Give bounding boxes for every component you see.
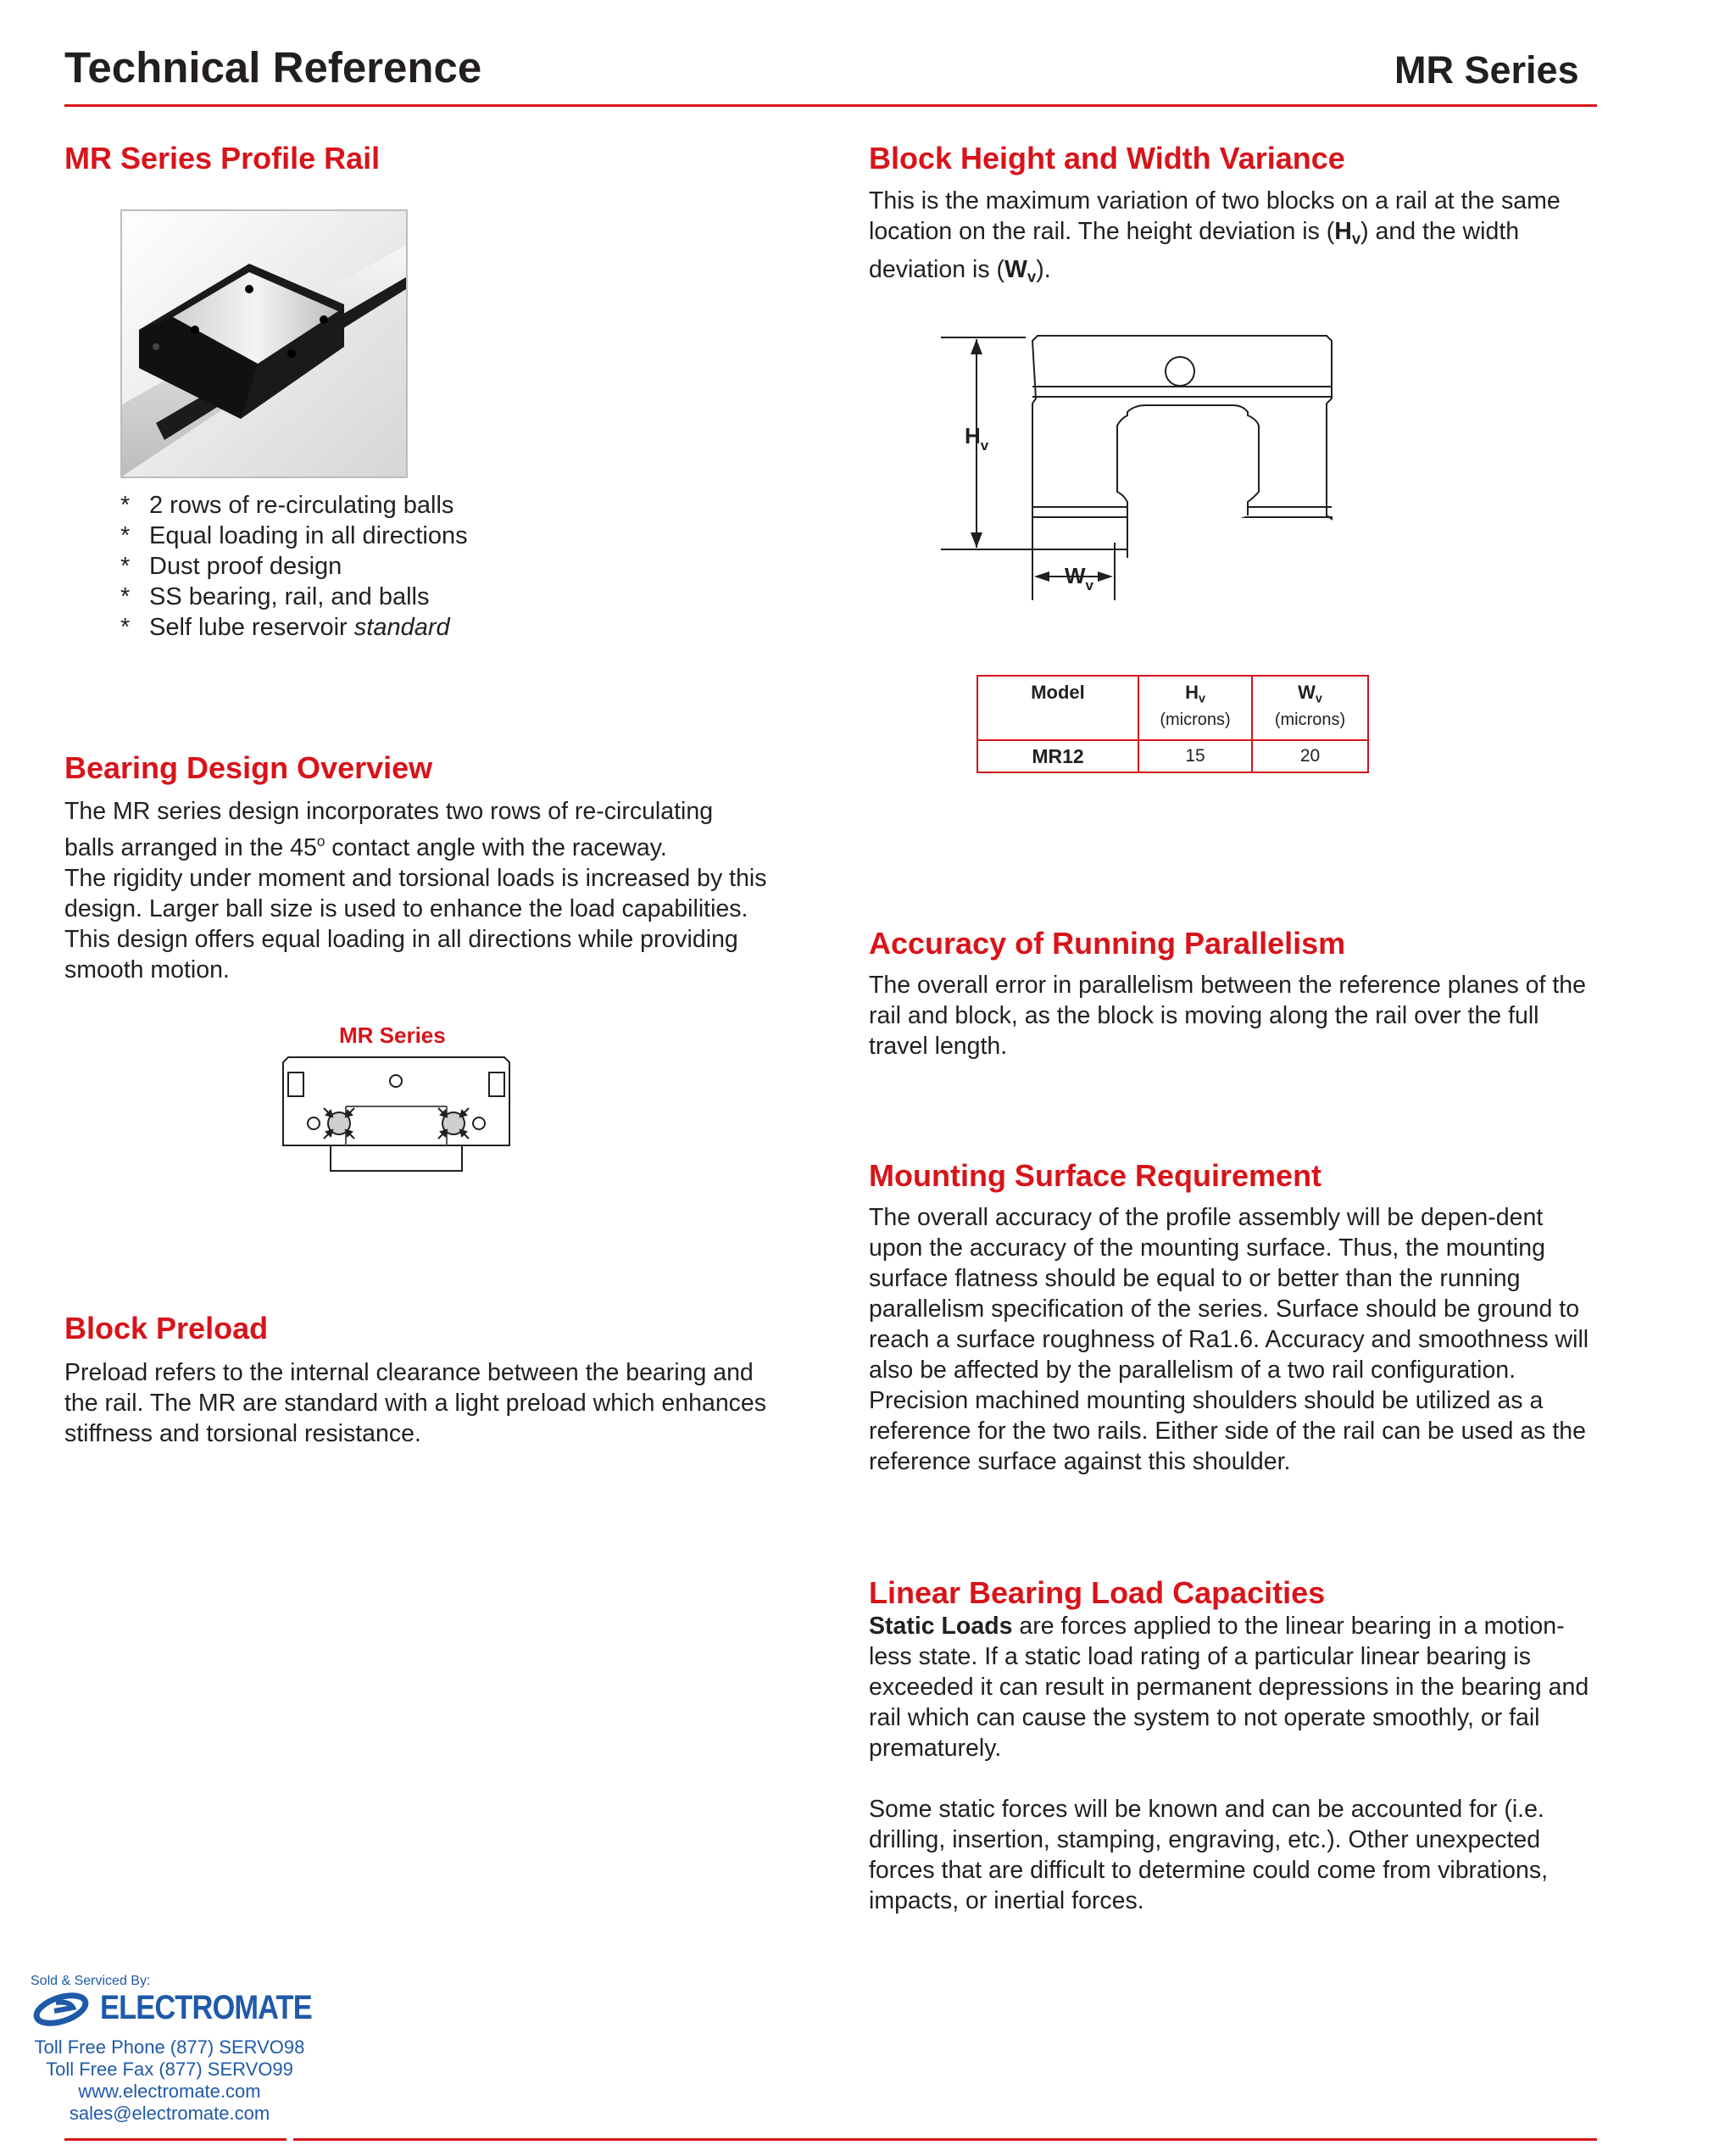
list-item bbox=[120, 521, 468, 551]
table-cell-hv: 15 bbox=[1138, 740, 1252, 772]
list-item bbox=[120, 612, 468, 643]
variance-table bbox=[976, 675, 1369, 773]
phone-line: Toll Free Phone (877) SERVO98 bbox=[34, 2036, 305, 2058]
load-capacities-heading: Linear Bearing Load Capacities bbox=[869, 1575, 1326, 1610]
header-rule bbox=[64, 104, 1597, 107]
bearing-design-text bbox=[64, 796, 793, 985]
bearing-design-heading: Bearing Design Overview bbox=[64, 750, 433, 785]
bullet-text: Equal loading in all directions bbox=[149, 522, 468, 549]
static-loads-term: Static Loads bbox=[869, 1613, 1013, 1640]
list-item bbox=[120, 551, 468, 582]
profile-rail-block-image bbox=[122, 211, 406, 476]
bullet-marker: * bbox=[120, 492, 131, 519]
bearing-design-line-2 bbox=[64, 827, 793, 863]
table-cell-model: MR12 bbox=[977, 740, 1138, 772]
table-row bbox=[977, 740, 1368, 772]
table-header-hv: $H_v$ (microns) bbox=[1138, 676, 1252, 740]
series-title: MR Series bbox=[1394, 48, 1579, 92]
list-item bbox=[120, 490, 468, 521]
bullet-text: SS bearing, rail, and balls bbox=[149, 583, 430, 610]
load-capacities-p1 bbox=[869, 1611, 1598, 1763]
block-preload-heading: Block Preload bbox=[64, 1311, 269, 1346]
electromate-logo bbox=[31, 1989, 319, 2028]
bullet-text: 2 rows of re-circulating balls bbox=[149, 492, 454, 519]
bullet-text: Dust proof design bbox=[149, 553, 342, 580]
table-header-wv: $W_v$ (microns) bbox=[1252, 676, 1368, 740]
bearing-design-rest: The rigidity under moment and torsional loads is increased by this design. Larger ball size is used to enhance the load capabilities. This design offers equal loading in all directions while providing smooth motion. bbox=[64, 865, 767, 984]
wv-symbol: W bbox=[1004, 255, 1027, 283]
sold-by-label: Sold & Serviced By: bbox=[31, 1974, 151, 1988]
v-subscript: v bbox=[1351, 229, 1361, 248]
text-span: contact angle with the raceway. bbox=[325, 834, 667, 862]
block-preload-text: Preload refers to the internal clearance between the bearing and the rail. The MR are standard with a light preload which enhances stiffness and torsional resistance. bbox=[64, 1359, 767, 1447]
footer-rule-left bbox=[64, 2138, 287, 2141]
website-link[interactable]: www.electromate.com bbox=[78, 2081, 261, 2102]
profile-rail-heading: MR Series Profile Rail bbox=[64, 141, 381, 176]
fax-line: Toll Free Fax (877) SERVO99 bbox=[46, 2059, 293, 2080]
page-title: Technical Reference bbox=[64, 43, 482, 92]
list-item bbox=[120, 582, 468, 612]
bullet-marker: * bbox=[120, 614, 131, 641]
hv-symbol: H bbox=[1334, 218, 1352, 245]
contact-block bbox=[25, 2036, 314, 2125]
text-span: are forces applied to the linear bearing in a motion-less state. If a static load rating of a particular linear bearing is exceeded it can result in permanent depressions in the bearing and rail which can cause the system to not operate smoothly, or fail prematurely. bbox=[869, 1613, 1589, 1762]
bullet-marker: * bbox=[120, 553, 131, 580]
text-span: This is the maximum variation of two blocks on a rail at the same location on the rail. The height deviation is ( bbox=[869, 187, 1561, 245]
block-variance-text bbox=[869, 186, 1598, 292]
electromate-logo-icon bbox=[31, 1991, 95, 2026]
bullet-marker: * bbox=[120, 522, 131, 549]
height-width-variance-diagram bbox=[941, 331, 1339, 602]
footer-rule-right bbox=[293, 2138, 1597, 2141]
bullet-text: Self lube reservoir bbox=[149, 614, 354, 641]
hv-label: $H_v$ bbox=[965, 423, 989, 454]
feature-list bbox=[120, 490, 468, 643]
block-variance-heading: Block Height and Width Variance bbox=[869, 141, 1345, 176]
load-capacities-text bbox=[869, 1611, 1598, 1916]
mounting-heading: Mounting Surface Requirement bbox=[869, 1158, 1322, 1193]
product-photo bbox=[120, 209, 408, 478]
parallelism-heading: Accuracy of Running Parallelism bbox=[869, 926, 1346, 961]
wv-label: $W_v$ bbox=[1065, 563, 1094, 593]
table-header-model: Model bbox=[977, 676, 1138, 740]
text-span: balls arranged in the 45 bbox=[64, 834, 317, 862]
table-cell-wv: 20 bbox=[1252, 740, 1368, 772]
bullet-italic: standard bbox=[353, 614, 450, 641]
bullet-marker: * bbox=[120, 583, 131, 610]
brand-name: ELECTROMATE bbox=[100, 1989, 312, 2026]
mr-series-diagram-label: MR Series bbox=[339, 1022, 446, 1048]
degree-sup: o bbox=[316, 833, 326, 850]
text-span: ). bbox=[1036, 255, 1051, 283]
v-subscript: v bbox=[1027, 267, 1037, 286]
parallelism-text: The overall error in parallelism between the reference planes of the rail and block, as the block is moving along the rail over the full travel length. bbox=[869, 972, 1586, 1060]
load-capacities-p2: Some static forces will be known and can be accounted for (i.e. drilling, insertion, stamping, engraving, etc.). Other unexpected forces that are difficult to determine could come from vibrations, impacts, or inertial forces. bbox=[869, 1796, 1549, 1914]
email-link[interactable]: sales@electromate.com bbox=[69, 2103, 270, 2124]
mr-series-cross-section-diagram bbox=[280, 1056, 513, 1174]
bearing-design-line-1: The MR series design incorporates two rows of re-circulating bbox=[64, 798, 714, 825]
text-span: ) and the width deviation is ( bbox=[869, 218, 1520, 283]
mounting-text: The overall accuracy of the profile assembly will be depen-dent upon the accuracy of the mounting surface. Thus, the mounting surface flatness should be equal to or better than the running parallelism specification of the series. Surface should be ground to reach a surface roughness of Ra1.6. Accuracy and smoothness will also be affected by the parallelism of a two rail configuration. Precision machined mounting shoulders should be utilized as a reference for the two rails. Either side of the rail can be used as the reference surface against this shoulder. bbox=[869, 1204, 1589, 1475]
